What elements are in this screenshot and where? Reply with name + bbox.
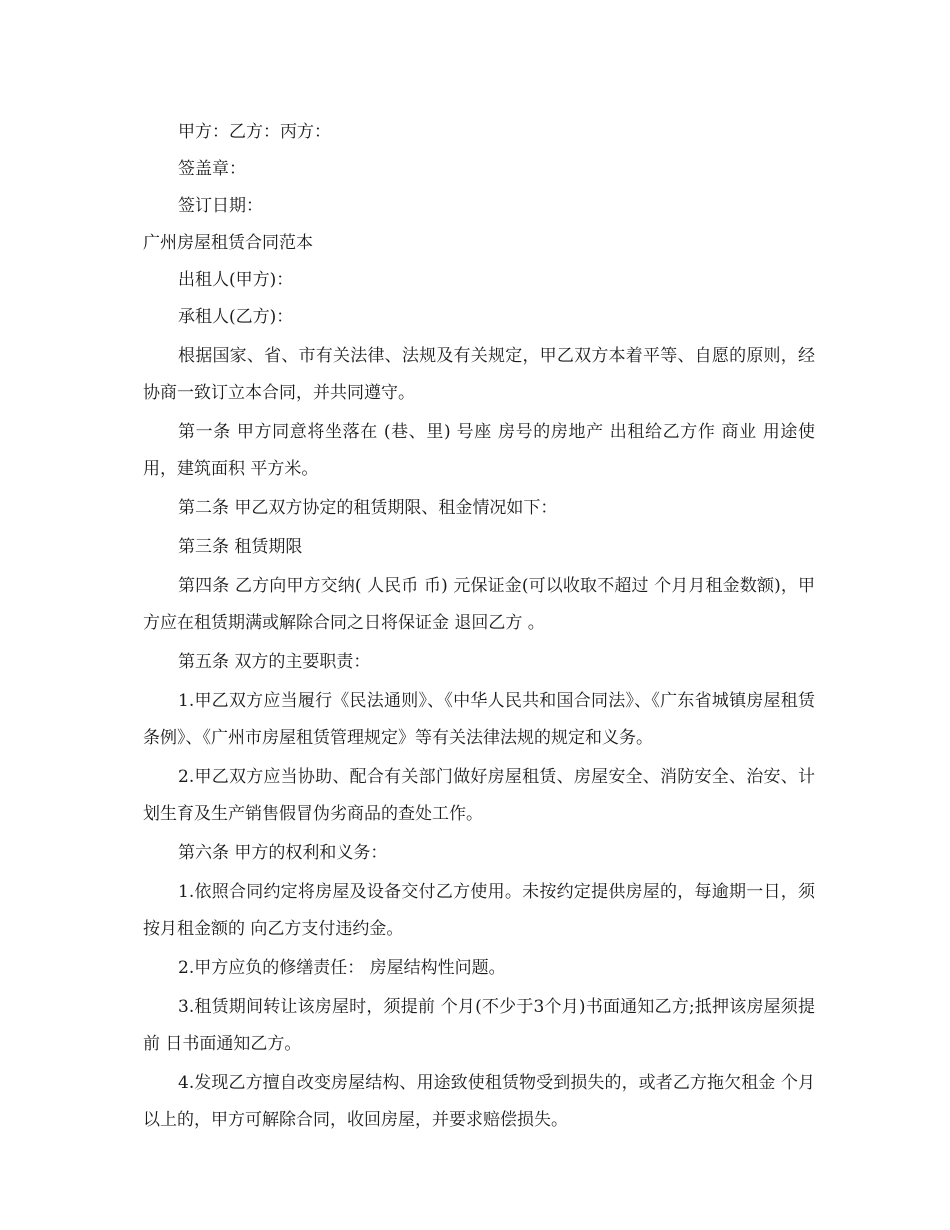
article-4-paragraph: 第四条 乙方向甲方交纳( 人民币 币) 元保证金(可以收取不超过 个月月租金数额)，甲方应在租赁期满或解除合同之日将保证金 退回乙方 。 xyxy=(143,576,815,633)
article-6-item-4: 4.发现乙方擅自改变房屋结构、用途致使租赁物受到损失的，或者乙方拖欠租金 个月以上的，甲方可解除合同，收回房屋，并要求赔偿损失。 xyxy=(143,1073,815,1130)
document-title: 广州房屋租赁合同范本 xyxy=(143,233,313,253)
article-3-paragraph: 第三条 租赁期限 xyxy=(178,537,303,557)
article-1-paragraph: 第一条 甲方同意将坐落在 (巷、里) 号座 房号的房地产 出租给乙方作 商业 用途使用，建筑面积 平方米。 xyxy=(143,422,815,479)
article-5-heading: 第五条 双方的主要职责： xyxy=(178,652,371,672)
article-6-item-1: 1.依照合同约定将房屋及设备交付乙方使用。未按约定提供房屋的，每逾期一日，须按月租金额的 向乙方支付违约金。 xyxy=(143,882,815,939)
preamble-paragraph: 根据国家、省、市有关法律、法规及有关规定，甲乙双方本着平等、自愿的原则，经协商一致订立本合同，并共同遵守。 xyxy=(143,346,815,403)
article-6-heading: 第六条 甲方的权利和义务： xyxy=(178,843,388,863)
signature-date: 签订日期： xyxy=(178,196,263,216)
article-5-item-2: 2.甲乙双方应当协助、配合有关部门做好房屋租赁、房屋安全、消防安全、治安、计划生育及生产销售假冒伪劣商品的查处工作。 xyxy=(143,767,815,824)
lessee-label: 承租人(乙方)： xyxy=(178,307,294,327)
article-2-paragraph: 第二条 甲乙双方协定的租赁期限、租金情况如下： xyxy=(178,498,558,518)
signature-parties: 甲方：乙方：丙方： xyxy=(178,122,331,142)
document-body xyxy=(143,116,815,1141)
article-5-item-1: 1.甲乙双方应当履行《民法通则》、《中华人民共和国合同法》、《广东省城镇房屋租赁条例》、《广州市房屋租赁管理规定》等有关法律法规的规定和义务。 xyxy=(143,691,815,748)
lessor-label: 出租人(甲方)： xyxy=(178,270,294,290)
article-6-item-3: 3.租赁期间转让该房屋时，须提前 个月(不少于3个月)书面通知乙方;抵押该房屋须提前 日书面通知乙方。 xyxy=(143,997,815,1054)
article-6-item-2: 2.甲方应负的修缮责任： 房屋结构性问题。 xyxy=(178,958,506,978)
signature-seal: 签盖章： xyxy=(178,159,246,179)
